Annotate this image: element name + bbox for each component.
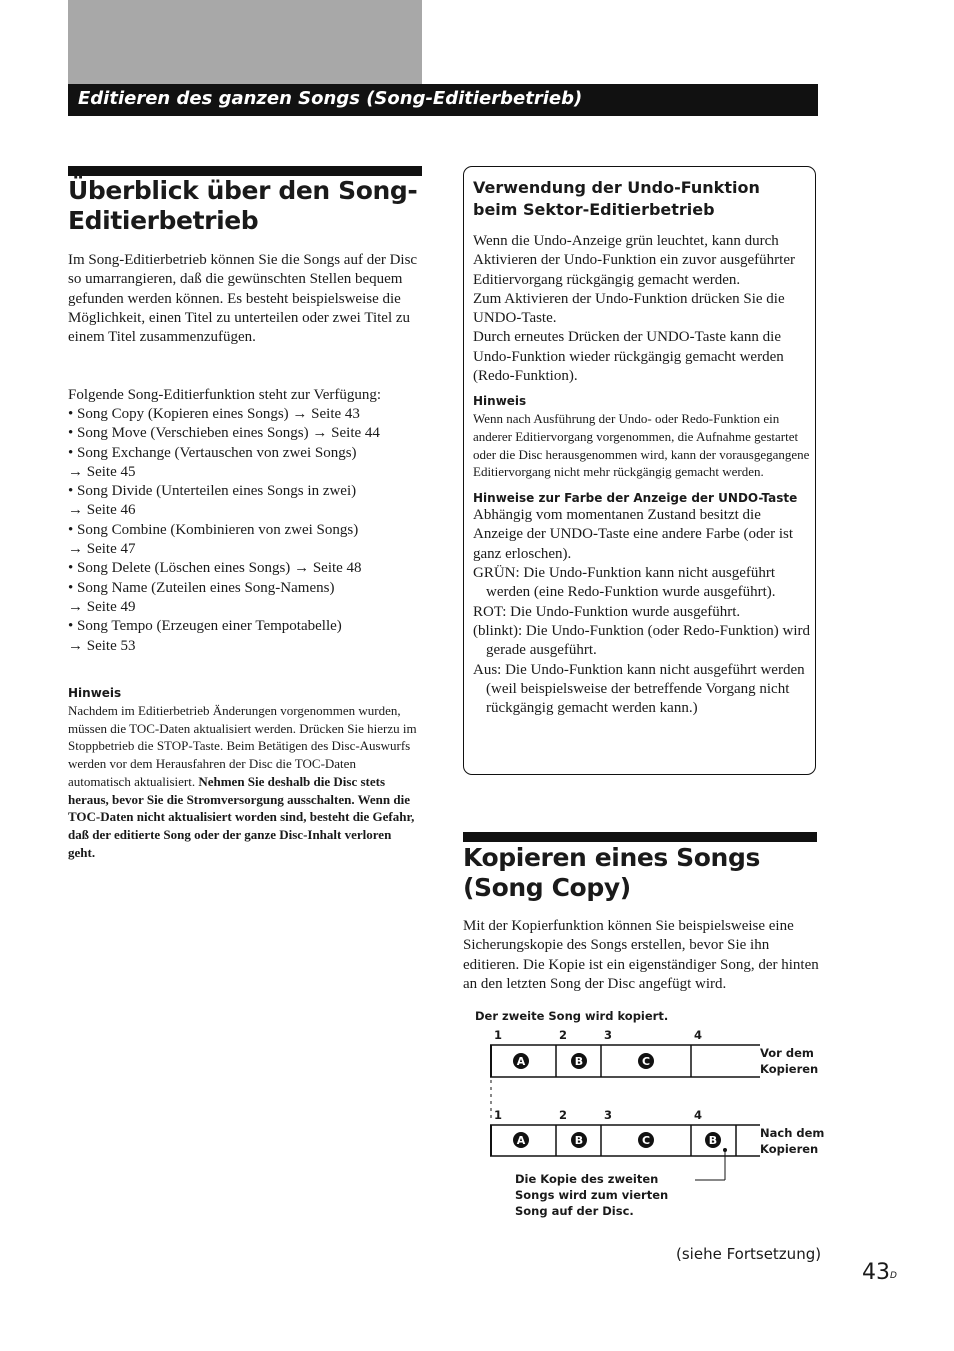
undo-color-item: GRÜN: Die Undo-Funktion kann nicht ausgeführt werden (eine Redo-Funktion wurde ausgeführt). (473, 565, 776, 601)
diagram-number-2-bottom: 2 (559, 1108, 568, 1122)
functions-intro: Folgende Song-Editierfunktion steht zur Verfügung: (68, 387, 382, 403)
song-b-circle-before: B (571, 1053, 587, 1069)
function-name: Song Name (Zuteilen eines Song-Namens) (77, 579, 335, 596)
song-a-circle-after: A (513, 1132, 529, 1148)
function-page-ref: Seite 49 (86, 598, 136, 615)
function-name: Song Copy (Kopieren eines Songs) (77, 406, 289, 422)
left-note-title: Hinweis (68, 686, 122, 700)
section-title: Editieren des ganzen Songs (Song-Editierbetrieb) (78, 88, 583, 109)
function-item: • Song Name (Zuteilen eines Song-Namens) → Seite 49 (68, 579, 428, 618)
undo-colors-title: Hinweise zur Farbe der Anzeige der UNDO-Taste (473, 491, 798, 506)
copy-heading: Kopieren eines Songs (Song Copy) (463, 843, 760, 902)
copy-heading-rule (463, 832, 817, 842)
diagram-number-4-bottom: 4 (694, 1108, 703, 1122)
diagram-caption: Der zweite Song wird kopiert. (475, 1009, 669, 1023)
function-page-ref: Seite 48 (312, 560, 362, 577)
song-a-circle-before: A (513, 1053, 529, 1069)
arrow-icon: → (68, 541, 87, 558)
function-item: • Song Combine (Kombinieren von zwei Songs) → Seite 47 (68, 521, 428, 560)
left-intro: Im Song-Editierbetrieb können Sie die Songs auf der Disc so umarrangieren, daß die gewünschten Stellen bequem gefunden werden können. Es besteht beispielsweise die Möglichkeit, einen Titel zu unterteilen oder zwei Titel zu einem Titel zusammenzufügen. (68, 252, 418, 346)
function-item: • Song Copy (Kopieren eines Songs) → Seite 43 (68, 406, 360, 422)
undo-color-item: (blinkt): Die Undo-Funktion (oder Redo-Funktion) wird gerade ausgeführt. (473, 622, 811, 659)
song-c-circle-after: C (638, 1132, 654, 1148)
header-gray-block (68, 0, 422, 84)
left-note-normal: Nachdem im Editierbetrieb Änderungen vorgenommen wurden, müssen die TOC-Daten aktualisiert werden. Drücken Sie hierzu im Stoppbetrieb die STOP-Taste. Beim Betätigen des Disc-Auswurfs werden vor dem Herausfahren der Disc die TOC-Daten automatisch aktualisiert. (68, 703, 417, 789)
arrow-icon: → (68, 502, 87, 519)
arrow-icon: → (68, 598, 87, 615)
function-page-ref: Seite 53 (86, 637, 136, 654)
arrow-icon: → (290, 560, 313, 577)
diagram-number-3-bottom: 3 (604, 1108, 613, 1122)
arrow-icon: → (308, 425, 332, 442)
function-page-ref: Seite 43 (311, 406, 360, 422)
undo-p2: Zum Aktivieren der Undo-Funktion drücken Sie die UNDO-Taste. (473, 290, 785, 327)
after-label: Nach dem Kopieren (760, 1126, 825, 1156)
undo-color-item: ROT: Die Undo-Funktion wurde ausgeführt. (473, 603, 741, 620)
function-item: • Song Move (Verschieben eines Songs) → Seite 44 (68, 425, 380, 442)
diagram-number-2-top: 2 (559, 1028, 568, 1042)
left-heading: Überblick über den Song-Editierbetrieb (68, 176, 418, 235)
function-name: Song Delete (Löschen eines Songs) (77, 560, 291, 577)
undo-p1: Wenn die Undo-Anzeige grün leuchtet, kann durch Aktivieren der Undo-Funktion ein zuvor ausgeführter Editiervorgang rückgängig gemacht werden. (473, 233, 795, 288)
diagram-number-4-top: 4 (694, 1028, 703, 1042)
function-continuation (68, 637, 428, 656)
song-b-circle-after: B (571, 1132, 587, 1148)
function-page-ref: Seite 47 (86, 541, 136, 558)
left-note-text (68, 702, 420, 861)
left-note-bold: Nehmen Sie deshalb die Disc stets heraus, bevor Sie die Stromversorgung ausschalten. Wenn die TOC-Daten nicht aktualisiert worden sind, besteht die Gefahr, daß der editierte Song oder der ganze Disc-Inhalt verloren geht. (68, 773, 415, 860)
arrow-icon: → (288, 406, 312, 422)
page-number (862, 1260, 897, 1286)
function-name: Song Exchange (Vertauschen von zwei Songs) (77, 444, 357, 461)
arrow-icon: → (68, 463, 87, 480)
function-name: Song Tempo (Erzeugen einer Tempotabelle) (77, 618, 342, 635)
song-c-circle-before: C (638, 1053, 654, 1069)
undo-note-title: Hinweis (473, 394, 527, 409)
function-continuation (68, 598, 428, 617)
undo-note-text: Wenn nach Ausführung der Undo- oder Redo-Funktion ein anderer Editiervorgang vorgenommen, die Aufnahme gestartet oder die Disc herausgenommen wird, kann der vorausgegangene Editiervorgang nicht mehr rückgängig gemacht werden. (473, 411, 810, 480)
function-page-ref: Seite 46 (86, 502, 136, 519)
function-name: Song Divide (Unterteilen eines Songs in zwei) (77, 483, 357, 500)
before-label: Vor dem Kopieren (760, 1046, 819, 1076)
undo-p3: Durch erneutes Drücken der UNDO-Taste kann die Undo-Funktion wieder rückgängig gemacht werden (Redo-Funktion). (473, 329, 784, 385)
function-item: • Song Divide (Unterteilen eines Songs in zwei) → Seite 46 (68, 482, 428, 521)
diagram-number-1-top: 1 (494, 1028, 503, 1042)
left-heading-rule (68, 166, 422, 176)
undo-color-item: Aus: Die Undo-Funktion kann nicht ausgeführt werden (weil beispielsweise der betreffende Vorgang nicht rückgängig gemacht werden kann.) (473, 661, 805, 717)
function-item: • Song Tempo (Erzeugen einer Tempotabelle) → Seite 53 (68, 617, 428, 656)
undo-colors-intro: Abhängig vom momentanen Zustand besitzt die Anzeige der UNDO-Taste eine andere Farbe (oder ist ganz erloschen). (473, 507, 794, 562)
page-number-value: 43 (862, 1260, 890, 1285)
diagram-callout: Die Kopie des zweiten Songs wird zum vierten Song auf der Disc. (515, 1172, 669, 1218)
diagram-number-3-top: 3 (604, 1028, 613, 1042)
function-continuation (68, 540, 428, 559)
function-list (68, 405, 428, 656)
undo-box-content (473, 232, 811, 718)
function-page-ref: Seite 44 (331, 425, 380, 442)
function-item: • Song Exchange (Vertauschen von zwei Songs) → Seite 45 (68, 444, 428, 483)
function-name: Song Move (Verschieben eines Songs) (77, 425, 309, 442)
page-suffix: D (890, 1271, 897, 1281)
function-page-ref: Seite 45 (86, 463, 136, 480)
undo-box-title: Verwendung der Undo-Funktion beim Sektor-Editierbetrieb (473, 178, 760, 219)
function-name: Song Combine (Kombinieren von zwei Songs) (77, 521, 359, 538)
function-item: • Song Delete (Löschen eines Songs) → Seite 48 (68, 560, 362, 577)
song-b-copy-circle-after: B (705, 1132, 721, 1148)
undo-color-list (473, 564, 811, 718)
copy-text: Mit der Kopierfunktion können Sie beispielsweise eine Sicherungskopie des Songs erstellen, bevor Sie ihn editieren. Die Kopie ist ein eigenständiger Song, der hinten an den letzten Song der Disc angefügt wird. (463, 918, 819, 992)
function-continuation (68, 463, 428, 482)
continued-note: (siehe Fortsetzung) (676, 1245, 822, 1263)
diagram-number-1-bottom: 1 (494, 1108, 503, 1122)
arrow-icon: → (68, 637, 87, 654)
